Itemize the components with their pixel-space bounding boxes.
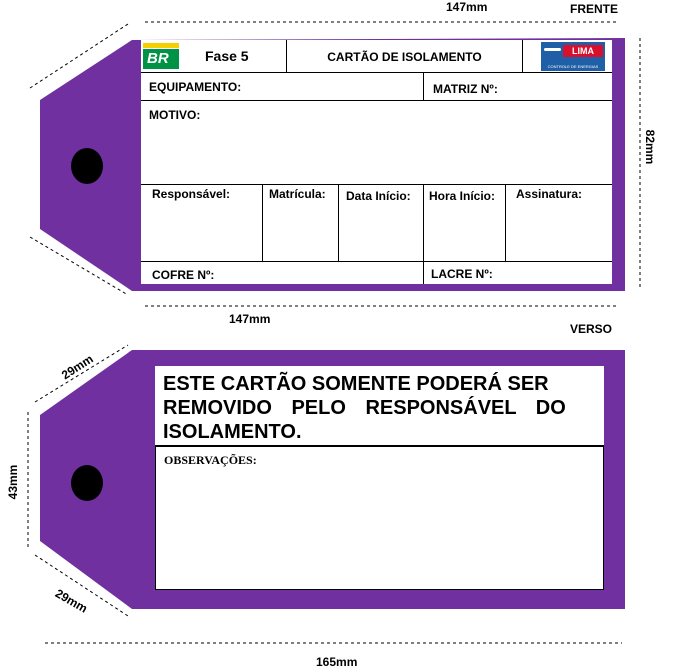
warning-line-2: REMOVIDO PELO RESPONSÁVEL DO (163, 397, 566, 419)
front-top-dimension: 147mm (446, 0, 488, 14)
back-neck-bottom-dimension: 29mm (52, 586, 90, 616)
front-bottom-dimension: 147mm (229, 312, 271, 326)
back-neck-top-dimension: 29mm (58, 351, 96, 383)
reason-field[interactable]: MOTIVO: (149, 108, 201, 122)
responsible-column: Responsável: (152, 187, 231, 201)
warning-line-3: ISOLAMENTO. (163, 421, 302, 443)
front-card (141, 40, 612, 284)
back-label: VERSO (570, 322, 613, 336)
front-hole (71, 148, 103, 184)
back-height-dimension: 43mm (6, 464, 20, 500)
registration-column: Matrícula: (269, 187, 326, 201)
warning-line-1: ESTE CARTÃO SOMENTE PODERÁ SER (163, 373, 549, 395)
observations-box[interactable] (155, 446, 604, 590)
br-logo: BR (143, 43, 179, 69)
safe-field[interactable]: COFRE Nº: (152, 268, 215, 282)
observations-label: OBSERVAÇÕES: (164, 453, 257, 467)
equipment-field[interactable]: EQUIPAMENTO: (149, 80, 242, 94)
start-time-column: Hora Início: (429, 189, 496, 203)
lima-logo: LIMA CONTROLE DE ENERGIAS (541, 42, 605, 71)
front-height-dimension: 82mm (643, 129, 657, 165)
card-title: CARTÃO DE ISOLAMENTO (327, 50, 482, 64)
back-bottom-dimension: 165mm (316, 655, 358, 669)
back-title-box (155, 366, 604, 446)
matrix-field[interactable]: MATRIZ Nº: (433, 82, 498, 96)
signature-column: Assinatura: (516, 187, 583, 201)
back-warning-text (163, 372, 591, 444)
front-label: FRENTE (570, 2, 618, 16)
start-date-column: Data Início: (346, 189, 411, 203)
back-hole (71, 465, 103, 501)
phase-label: Fase 5 (205, 48, 249, 64)
seal-field[interactable]: LACRE Nº: (431, 267, 493, 281)
